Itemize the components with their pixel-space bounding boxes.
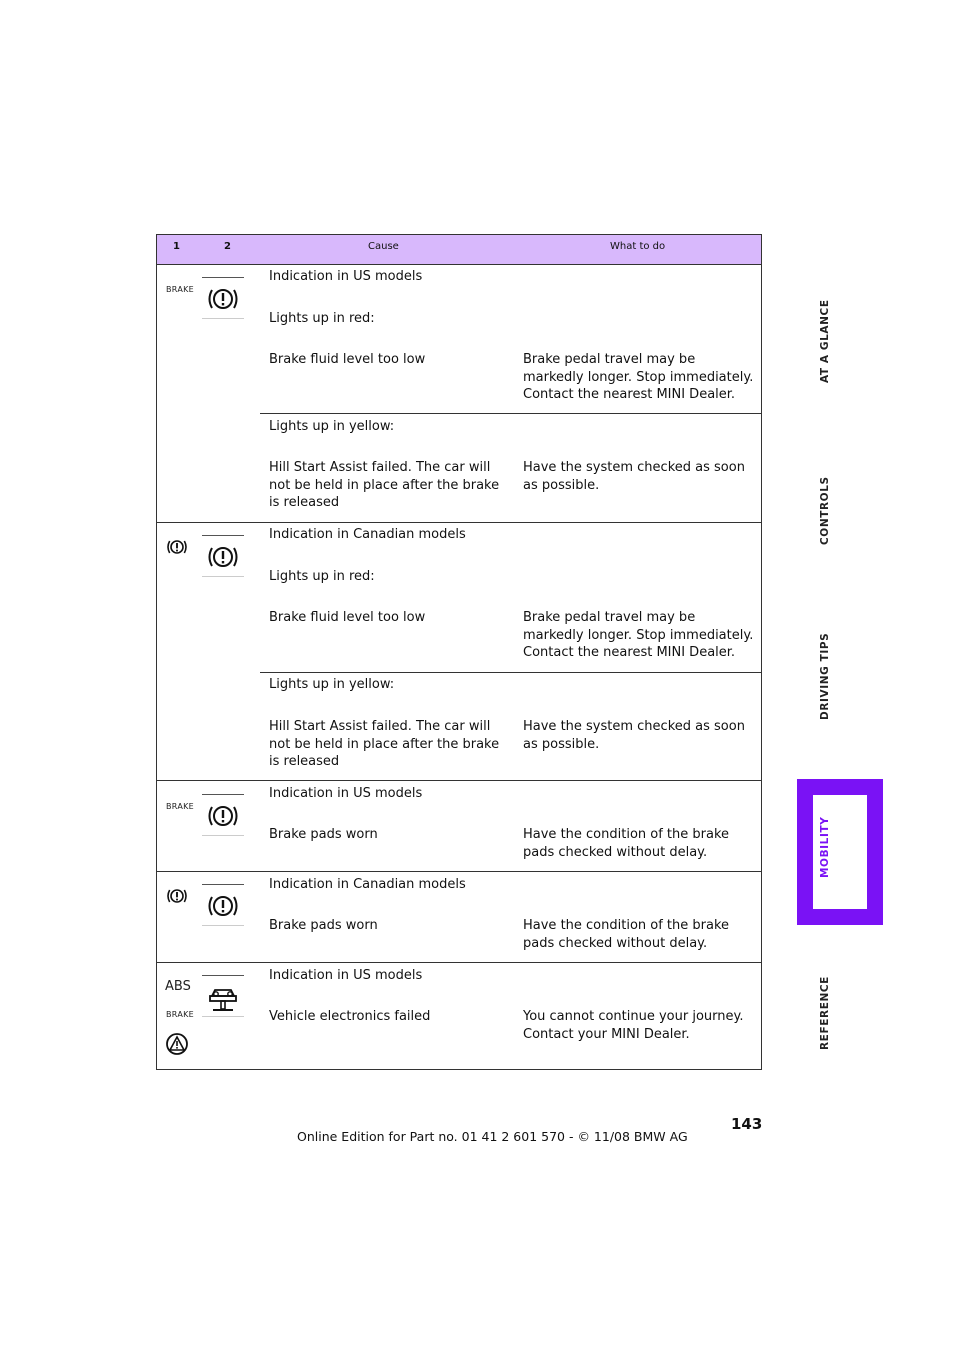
brake-warning-icon bbox=[202, 535, 244, 577]
row4-action: Have the condition of the brake pads checked without delay. bbox=[523, 918, 730, 951]
brake-label: BRAKE bbox=[166, 1010, 194, 1019]
brake-warning-icon bbox=[202, 794, 244, 836]
footer-text: Online Edition for Part no. 01 41 2 601 570 - © 11/08 BMW AG bbox=[297, 1129, 688, 1144]
header-col1: 1 bbox=[173, 241, 180, 252]
row2-red-cause: Brake fluid level too low bbox=[269, 610, 426, 625]
divider bbox=[157, 871, 761, 872]
tab-at-a-glance[interactable]: AT A GLANCE bbox=[819, 299, 831, 383]
divider bbox=[260, 413, 761, 414]
row4-cause: Brake pads worn bbox=[269, 918, 378, 933]
row4-indication: Indication in Canadian models bbox=[269, 877, 466, 892]
brake-warning-icon bbox=[202, 884, 244, 926]
divider bbox=[260, 672, 761, 673]
row1-red-action: Brake pedal travel may be markedly longer. Stop immediately. Contact the nearest MINI Dealer. bbox=[523, 352, 754, 403]
header-col2: 2 bbox=[224, 241, 231, 252]
tab-controls[interactable]: CONTROLS bbox=[819, 476, 831, 545]
header-cause: Cause bbox=[368, 241, 399, 252]
tab-driving-tips[interactable]: DRIVING TIPS bbox=[819, 632, 831, 720]
car-on-lift-icon bbox=[202, 975, 244, 1017]
row5-indication: Indication in US models bbox=[269, 968, 423, 983]
row2-yellow-action: Have the system checked as soon as possible. bbox=[523, 719, 745, 752]
page-number: 143 bbox=[731, 1115, 763, 1133]
brake-warning-small-icon bbox=[165, 537, 189, 557]
row1-red-cause: Brake fluid level too low bbox=[269, 352, 426, 367]
tab-mobility-active[interactable] bbox=[797, 779, 883, 925]
abs-label: ABS bbox=[165, 979, 191, 994]
tab-mobility[interactable]: MOBILITY bbox=[819, 816, 831, 878]
row3-indication: Indication in US models bbox=[269, 786, 423, 801]
divider bbox=[157, 522, 761, 523]
row1-red-heading: Lights up in red: bbox=[269, 311, 375, 326]
divider bbox=[157, 962, 761, 963]
warning-lights-table bbox=[156, 234, 762, 1070]
table-header bbox=[157, 235, 761, 265]
tab-reference[interactable]: REFERENCE bbox=[819, 976, 831, 1050]
row2-red-action: Brake pedal travel may be markedly longer. Stop immediately. Contact the nearest MINI Dealer. bbox=[523, 610, 754, 661]
row3-cause: Brake pads worn bbox=[269, 827, 378, 842]
brake-warning-icon bbox=[202, 277, 244, 319]
row1-yellow-heading: Lights up in yellow: bbox=[269, 419, 395, 434]
stability-warning-icon bbox=[165, 1032, 189, 1056]
row3-action: Have the condition of the brake pads checked without delay. bbox=[523, 827, 730, 860]
header-what-to-do: What to do bbox=[610, 241, 666, 252]
row2-red-heading: Lights up in red: bbox=[269, 569, 375, 584]
brake-warning-small-icon bbox=[165, 886, 189, 906]
brake-label: BRAKE bbox=[166, 802, 194, 811]
row2-yellow-heading: Lights up in yellow: bbox=[269, 677, 395, 692]
row1-yellow-cause: Hill Start Assist failed. The car will not be held in place after the brake is released bbox=[269, 460, 500, 511]
row5-action: You cannot continue your journey. Contact your MINI Dealer. bbox=[523, 1009, 744, 1042]
row1-yellow-action: Have the system checked as soon as possible. bbox=[523, 460, 745, 493]
row2-indication: Indication in Canadian models bbox=[269, 527, 466, 542]
divider bbox=[157, 780, 761, 781]
brake-label: BRAKE bbox=[166, 285, 194, 294]
row1-indication: Indication in US models bbox=[269, 269, 423, 284]
row2-yellow-cause: Hill Start Assist failed. The car will not be held in place after the brake is released bbox=[269, 719, 500, 770]
row5-cause: Vehicle electronics failed bbox=[269, 1009, 431, 1024]
